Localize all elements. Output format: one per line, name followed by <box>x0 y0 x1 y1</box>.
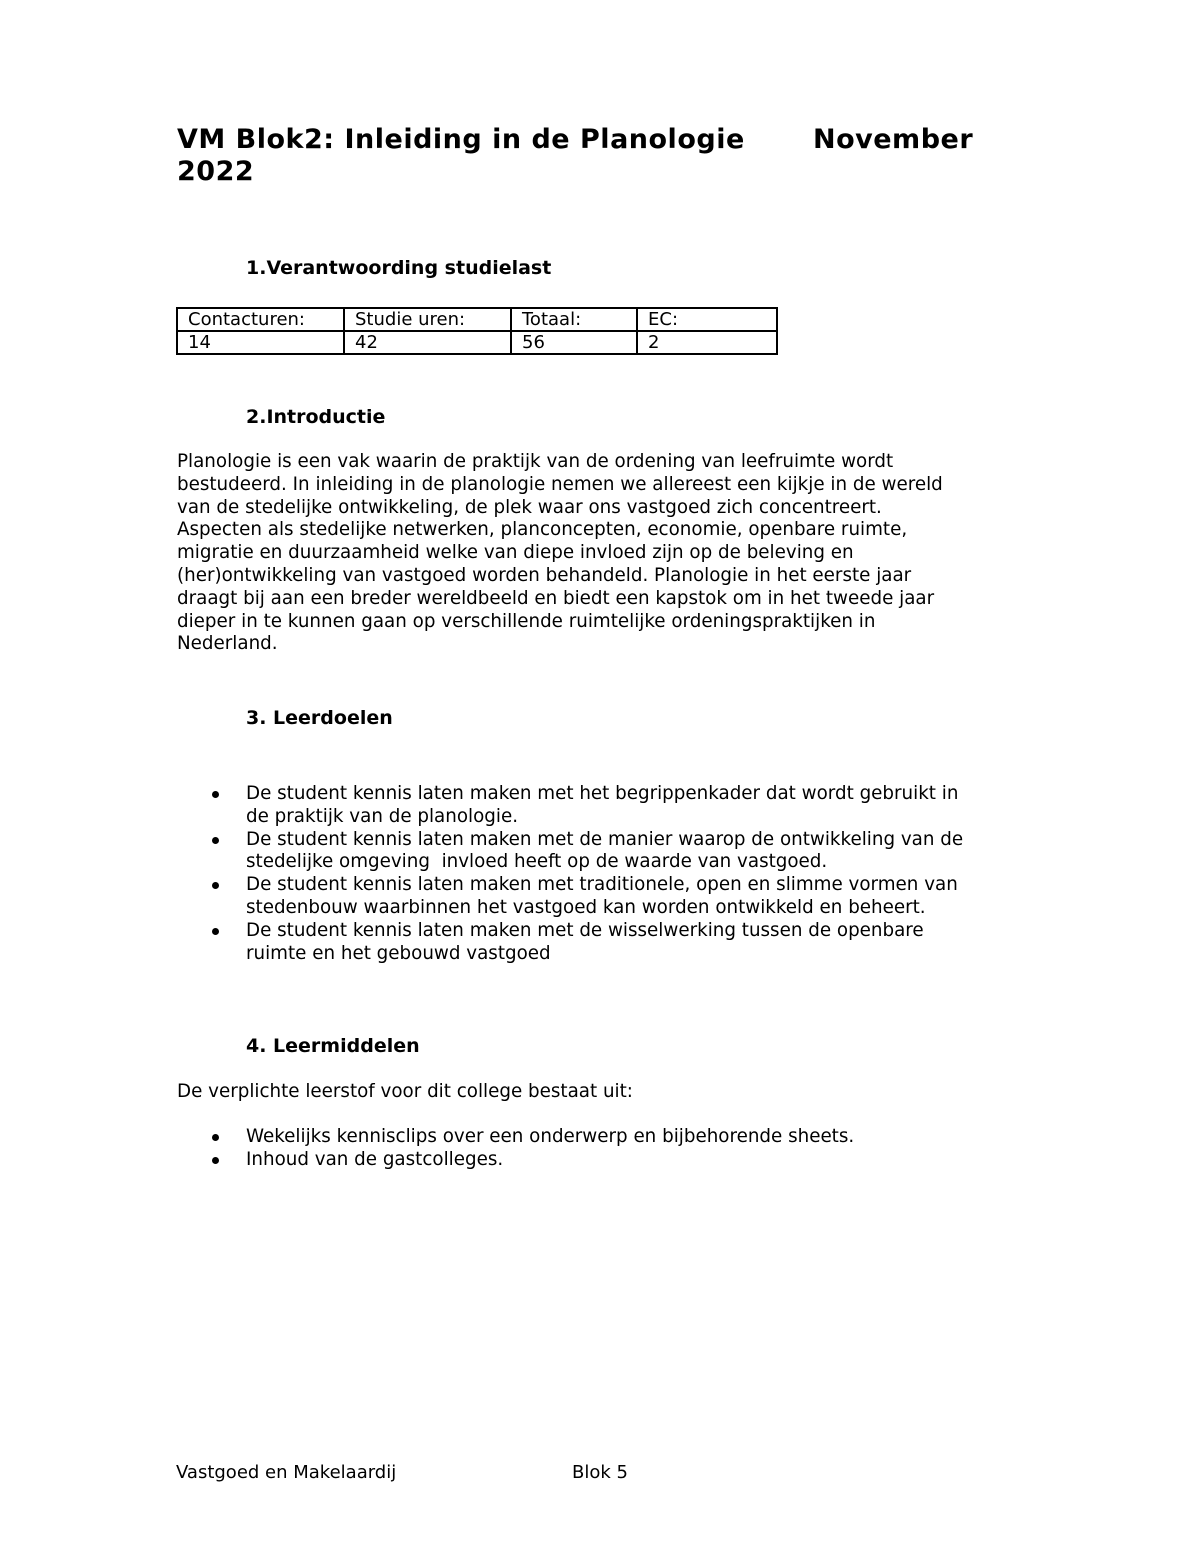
table-cell: 42 <box>344 331 511 354</box>
paragraph-line: migratie en duurzaamheid welke van diepe invloed zijn op de beleving en <box>177 542 854 564</box>
heading-studielast: 1.Verantwoording studielast <box>246 257 552 279</box>
table-row <box>177 331 777 354</box>
table-header-cell: Studie uren: <box>344 308 511 331</box>
list-item-line: De student kennis laten maken met het begrippenkader dat wordt gebruikt in <box>246 783 959 804</box>
list-item-line: stedenbouw waarbinnen het vastgoed kan worden ontwikkeld en beheert. <box>246 896 926 918</box>
table-cell: 2 <box>637 331 777 354</box>
list-item-line: De student kennis laten maken met traditionele, open en slimme vormen van <box>246 874 958 896</box>
paragraph-line: Nederland. <box>177 633 278 655</box>
bullet-icon <box>212 1157 219 1164</box>
paragraph-line: dieper in te kunnen gaan op verschillende ruimtelijke ordeningspraktijken in <box>177 610 876 632</box>
paragraph-line: bestudeerd. In inleiding in de planologie nemen we allereest een kijkje in de wereld <box>177 473 943 495</box>
list-item-line: ruimte en het gebouwd vastgoed <box>246 942 551 964</box>
list-item-line: Wekelijks kennisclips over een onderwerp en bijbehorende sheets. <box>246 1126 855 1147</box>
introductie-paragraph <box>177 451 1027 656</box>
leermiddelen-list <box>177 1126 1037 1172</box>
bullet-icon <box>212 837 219 844</box>
list-item-line: de praktijk van de planologie. <box>246 805 519 827</box>
list-item <box>177 1149 1037 1172</box>
document-title <box>177 124 977 187</box>
leerdoelen-list <box>177 783 1037 965</box>
heading-leerdoelen: 3. Leerdoelen <box>246 707 393 729</box>
bullet-icon <box>212 1134 219 1141</box>
title-main: VM Blok2: Inleiding in de Planologie <box>177 124 745 155</box>
bullet-icon <box>212 791 219 798</box>
list-item <box>177 1126 1037 1149</box>
table-cell: 14 <box>177 331 344 354</box>
paragraph-line: (her)ontwikkeling van vastgoed worden behandeld. Planologie in het eerste jaar <box>177 564 912 586</box>
list-item <box>177 920 1037 966</box>
list-item-line: Inhoud van de gastcolleges. <box>246 1148 504 1170</box>
table-header-cell: Totaal: <box>511 308 637 331</box>
footer-right: Blok 5 <box>572 1462 628 1483</box>
table-header-cell: EC: <box>637 308 777 331</box>
bullet-icon <box>212 882 219 889</box>
studielast-table <box>176 307 778 355</box>
leermiddelen-intro: De verplichte leerstof voor dit college bestaat uit: <box>177 1081 633 1102</box>
table-header-cell: Contacturen: <box>177 308 344 331</box>
heading-leermiddelen: 4. Leermiddelen <box>246 1035 420 1057</box>
list-item-line: De student kennis laten maken met de wisselwerking tussen de openbare <box>246 919 924 941</box>
title-date: November <box>813 124 974 155</box>
paragraph-line: Aspecten als stedelijke netwerken, planconcepten, economie, openbare ruimte, <box>177 519 908 541</box>
list-item <box>177 829 1037 875</box>
bullet-icon <box>212 928 219 935</box>
table-row <box>177 308 777 331</box>
list-item <box>177 783 1037 829</box>
list-item-line: stedelijke omgeving invloed heeft op de waarde van vastgoed. <box>246 851 828 873</box>
paragraph-line: Planologie is een vak waarin de praktijk van de ordening van leefruimte wordt <box>177 451 894 472</box>
list-item <box>177 874 1037 920</box>
list-item-line: De student kennis laten maken met de manier waarop de ontwikkeling van de <box>246 828 964 850</box>
heading-introductie: 2.Introductie <box>246 406 386 428</box>
paragraph-line: draagt bij aan een breder wereldbeeld en biedt een kapstok om in het tweede jaar <box>177 587 935 609</box>
paragraph-line: van de stedelijke ontwikkeling, de plek waar ons vastgoed zich concentreert. <box>177 496 882 518</box>
table-cell: 56 <box>511 331 637 354</box>
footer-left: Vastgoed en Makelaardij <box>176 1462 397 1483</box>
title-year: 2022 <box>177 156 255 187</box>
